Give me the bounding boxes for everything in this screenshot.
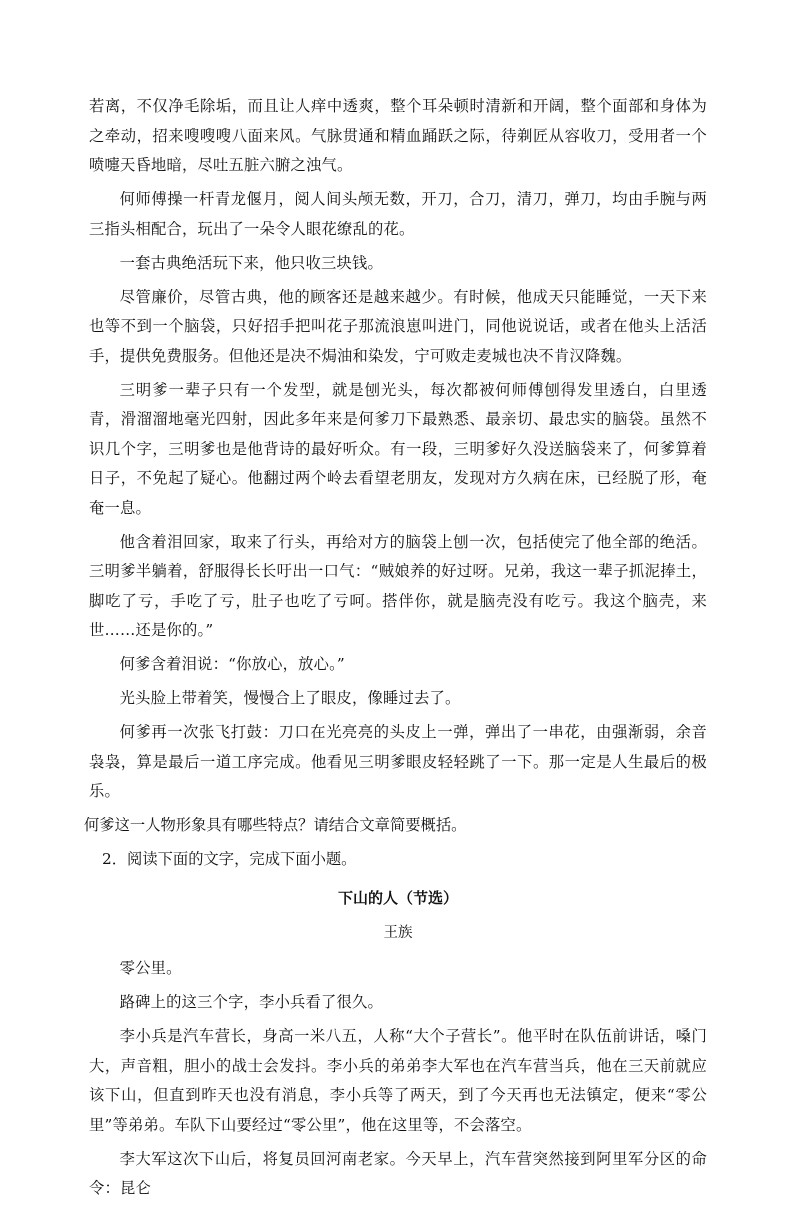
document-body	[84, 92, 707, 1208]
story1-paragraph-4: 尽管廉价，尽管古典，他的顾客还是越来越少。有时候，他成天只能睡觉，一天下来也等不到一个脑袋，只好招手把叫花子那流浪崽叫进门，同他说说话，或者在他头上活活手，提供免费服务。但他还是决不焗油和染发，宁可败走麦城也决不肯汉降魏。	[89, 287, 707, 365]
item-2-instruction: 2．阅读下面的文字，完成下面小题。	[102, 849, 357, 868]
story1-paragraph-7: 何爹含着泪说：“你放心，放心。”	[119, 655, 345, 673]
story1-paragraph-5: 三明爹一辈子只有一个发型，就是刨光头，每次都被何师傅刨得发里透白，白里透青，滑溜溜地毫光四射，因此多年来是何爹刀下最熟悉、最亲切、最忠实的脑袋。虽然不识几个字，三明爹也是他背诗的最好听众。有一段，三明爹好久没送脑袋来了，何爹算着日子，不免起了疑心。他翻过两个岭去看望老朋友，发现对方久病在床，已经脱了形，奄奄一息。	[89, 380, 707, 517]
story1-paragraph-2: 何师傅操一杆青龙偃月，阅人间头颅无数，开刀，合刀，清刀，弹刀，均由手腕与两三指头相配合，玩出了一朵令人眼花缭乱的花。	[89, 190, 707, 238]
story1-paragraph-8: 光头脸上带着笑，慢慢合上了眼皮，像睡过去了。	[119, 689, 461, 707]
story1-paragraph-9: 何爹再一次张飞打鼓：刀口在光亮亮的头皮上一弹，弹出了一串花，由强渐弱，余音袅袅，算是最后一道工序完成。他看见三明爹眼皮轻轻跳了一下。那一定是人生最后的极乐。	[89, 723, 707, 800]
question-text: 何爹这一人物形象具有哪些特点？请结合文章简要概括。	[84, 816, 467, 834]
story1-paragraph-3: 一套古典绝活玩下来，他只收三块钱。	[119, 253, 384, 272]
story2-paragraph-3: 李小兵是汽车营长，身高一米八五，人称“大个子营长”。他平时在队伍前讲话，嗓门大，声音粗，胆小的战士会发抖。李小兵的弟弟李大军也在汽车营当兵，他在三天前就应该下山，但直到昨天也没有消息，李小兵等了两天，到了今天再也无法镇定，便来“零公里”等弟弟。车队下山要经过“零公里”，他在这里等，不会落空。	[89, 1027, 707, 1134]
story1-paragraph-6: 他含着泪回家，取来了行头，再给对方的脑袋上刨一次，包括使完了他全部的绝活。三明爹半躺着，舒服得长长吁出一口气：“贼娘养的好过呀。兄弟，我这一辈子抓泥捧土，脚吃了亏，手吃了亏，肚子也吃了亏呵。搭伴你，就是脑壳没有吃亏。我这个脑壳，来世……还是你的。”	[89, 532, 707, 639]
story2-paragraph-4: 李大军这次下山后，将复员回河南老家。今天早上，汽车营突然接到阿里军分区的命令：昆仑	[89, 1149, 707, 1197]
story2-title: 下山的人（节选）	[337, 889, 458, 907]
story2-paragraph-1: 零公里。	[119, 959, 182, 977]
story2-author: 王族	[383, 925, 413, 941]
story1-paragraph-1: 若离，不仅净毛除垢，而且让人痒中透爽，整个耳朵顿时清新和开阔，整个面部和身体为之牵动，招来嗖嗖嗖八面来风。气脉贯通和精血踊跃之际，待剃匠从容收刀，受用者一个喷嚏天昏地暗，尽吐五脏六腑之浊气。	[89, 97, 707, 174]
story2-paragraph-2: 路碑上的这三个字，李小兵看了很久。	[119, 993, 384, 1011]
